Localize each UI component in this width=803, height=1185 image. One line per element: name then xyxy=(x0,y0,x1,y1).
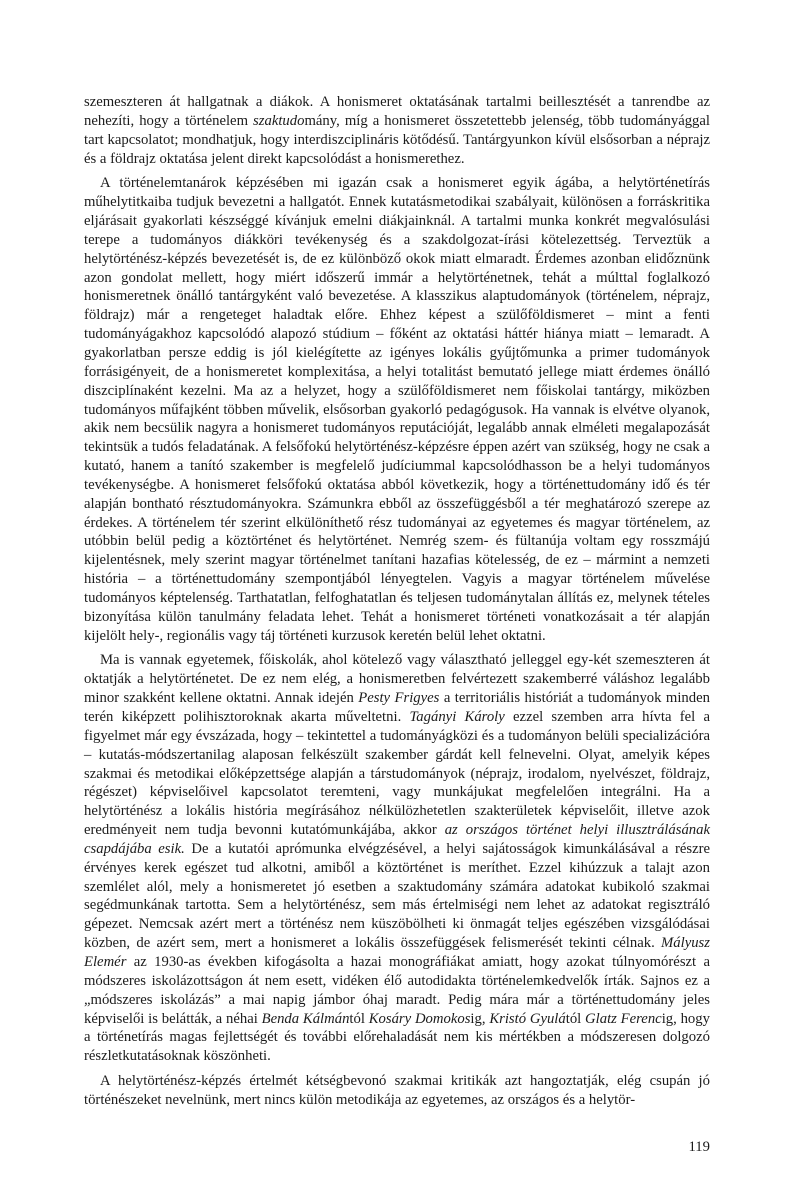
text-run: ig, xyxy=(470,1010,490,1027)
italic-run: Benda Kálmán xyxy=(261,1010,350,1027)
text-run: szemeszteren át hallgatnak a diákok. A honismeret oktatásának tartalmi beillesztését a tanrendbe az nehezíti, hogy a történelem xyxy=(84,94,710,129)
paragraph-3 xyxy=(84,651,710,1066)
paragraph-2 xyxy=(84,174,710,645)
page-body xyxy=(84,93,710,1116)
text-run: mány, míg a honismeret összetettebb jelenség, több tudományággal tart kapcsolatot; mondhatjuk, hogy interdiszciplináris kötődésű. Tantárgyunkon kívül elsősorban a néprajz és a földrajz oktatása jelent direkt kapcsolódást a honismerethez. xyxy=(84,112,710,167)
text-run: De a kutatói aprómunka elvégzésével, a helyi sajátosságok kimunkálásával a részre érvényes kerek egészet tud alkotni, amiből a köztörténet is meríthet. Ezzel kihúzzuk a talajt azon szemlélet alól, mely a honismeretet jó esetben a szaktudomány számára adatokat kubikoló szakmai segédmunkának tartotta. Sem a helytörténész, sem más értelmiségi nem lehet az adatokat regisztráló gépezet. Nemcsak azért mert a történész nem küszöbölheti ki önmagát teljes egészében vizsgálódásai közben, de azért sem, mert a honismeret a lokális összefüggések felismerését tekinti célnak. xyxy=(84,840,710,952)
text-run: Ma is vannak egyetemek, főiskolák, ahol kötelező vagy választható jelleggel egy-két szemeszteren át oktatják a helytörténetet. De ez nem elég, a honismeretben felvértezett szakemberré váláshoz legalább minor szakként kellene oktatni. Annak idején xyxy=(84,652,710,707)
italic-run: az országos történet helyi illusztrálásának csapdájába esik. xyxy=(84,822,710,857)
italic-run: Mályusz Elemér xyxy=(84,935,710,970)
italic-run: szaktudo xyxy=(253,112,305,129)
text-run: ezzel szemben arra hívta fel a figyelmet már egy évszázada, hogy – tekintettel a tudományágközi és a tudományon belüli specializációra – kutatás-módszertanilag alaposan felkészült szakember gárdát kell felnevelni. Olyat, amelyik képes szakmai és metodikai előképzettsége alapján a társtudományok (néprajz, irodalom, nyelvészet, földrajz, régészet) képviselőivel kapcsolatot teremteni, vagy munkájukat megfelelően integrálni. Ha a helytörténész a lokális história megírásához nélkülözhetetlen szakterületek képviselőit, illetve azok eredményeit nem tudja bevonni kutatómunkájába, akkor xyxy=(84,709,710,839)
italic-run: Pesty Frigyes xyxy=(358,690,440,707)
italic-run: Tagányi Károly xyxy=(409,709,505,725)
paragraph-4 xyxy=(84,1072,710,1110)
text-run: a territoriális históriát a tudományok minden terén kiképzett polihisztoroknak akarta műveltetni. xyxy=(84,690,710,725)
text-run: tól xyxy=(349,1010,369,1027)
paragraph-1 xyxy=(84,93,710,168)
text-run: tól xyxy=(565,1010,586,1027)
text-run: ig, hogy a történetírás magas fejlettségét és további előrehaladását nem kis mértékben a módszeresen dolgozó részletkutatásoknak köszönheti. xyxy=(84,1010,710,1065)
italic-run: Kosáry Domokos xyxy=(368,1010,471,1027)
italic-run: Glatz Ferenc xyxy=(585,1010,662,1027)
text-run: A helytörténész-képzés értelmét kétségbevonó szakmai kritikák azt hangoztatják, elég csupán jó történészeket nevelnünk, mert nincs külön metodikája az egyetemes, az országos és a helytör- xyxy=(84,1073,710,1108)
italic-run: Kristó Gyulá xyxy=(489,1010,566,1027)
text-run: az 1930-as években kifogásolta a hazai monográfiákat amiatt, hogy azokat túlnyomórészt a módszeres iskolázottságon át nem esett, vidéken élő autodidakta történelemkedvelők írták. Sajnos ez a „módszeres iskolázás” a mai napig jámbor óhaj maradt. Pedig mára már a történettudomány jeles képviselői is belátták, a néhai xyxy=(84,953,710,1027)
text-run: A történelemtanárok képzésében mi igazán csak a honismeret egyik ágába, a helytörténetírás műhelytitkaiba tudjuk bevezetni a hallgatót. Ennek kutatásmetodikai szabályait, különösen a forráskritika eljárásait gyakorlati készséggé kívánjuk emelni diákjainknál. A tartalmi munka konkrét megvalósulási terepe a tudományos diákköri tevékenység és a szakdolgozat-írási kötelezettség. Terveztük a helytörténész-képzés bevezetését is, de ez különböző okok miatt elmaradt. Érdemes azonban elidőznünk azon gondolat mellett, hogy miért időszerű immár a helytörténetnek, tehát a múlttal foglalkozó honismeretnek önálló tantárgyként való bevezetése. A klasszikus alaptudományok (történelem, néprajz, földrajz) már a rengeteget haladtak előre. Ehhez képest a szülőföldismeret – mint a fenti tudományágakhoz kapcsolódó alapozó stúdium – főként az oktatási háttér hiánya miatt – lemaradt. A gyakorlatban persze eddig is jól kielégítette az igényes lokális gyűjtőmunka a primer tudományok forrásigényeit, de a honismeretet komplexitása, a helyi totalitást bemutató jellege miatt érdemes önálló diszciplínaként kezelni. Ma az a helyzet, hogy a szülőföldismeret nem főiskolai tantárgy, miközben tudományos műfajként többen művelik, elsősorban gyakorló pedagógusok. Ha vannak is elvétve olyanok, akik nem becsülik nagyra a honismeret tudományos reputációját, legalább annak elméleti megalapozását tekintsük a tudós feladatának. A felsőfokú helytörténész-képzésre éppen azért van szükség, hogy ne csak a kutató, hanem a tanító szakember is megfelelő judíciummal kapcsolódhasson be a helyi tudományos tevékenységbe. A honismeret felsőfokú oktatása abból következik, hogy a történettudomány idő és tér alapján bontható résztudományokra. Számunkra ebből az összefüggésből a tér meghatározó szerepe az érdekes. A történelem tér szerint elkülöníthető rész tudományai az egyetemes és magyar történelem, az utóbbin belül pedig a köztörténet és helytörténet. Nemrég szem- és fültanúja voltam egy rosszmájú kijelentésnek, mely szerint magyar történelmet tanítani hazafias kötelesség, de ez – mármint a nemzeti história – a történettudomány szempontjából lényegtelen. Vagyis a magyar történelem művelése tudományos képtelenség. Tarthatatlan, felfoghatatlan és teljesen tudománytalan állítás ez, melynek tételes bizonyítása külön tanulmány feladata lehet. Tehát a honismeret történeti vonatkozásait a tér alapján kijelölt hely-, regionális vagy táj történeti kurzusok keretén belül lehet oktatni. xyxy=(84,175,710,644)
page-number: 119 xyxy=(688,1139,710,1155)
